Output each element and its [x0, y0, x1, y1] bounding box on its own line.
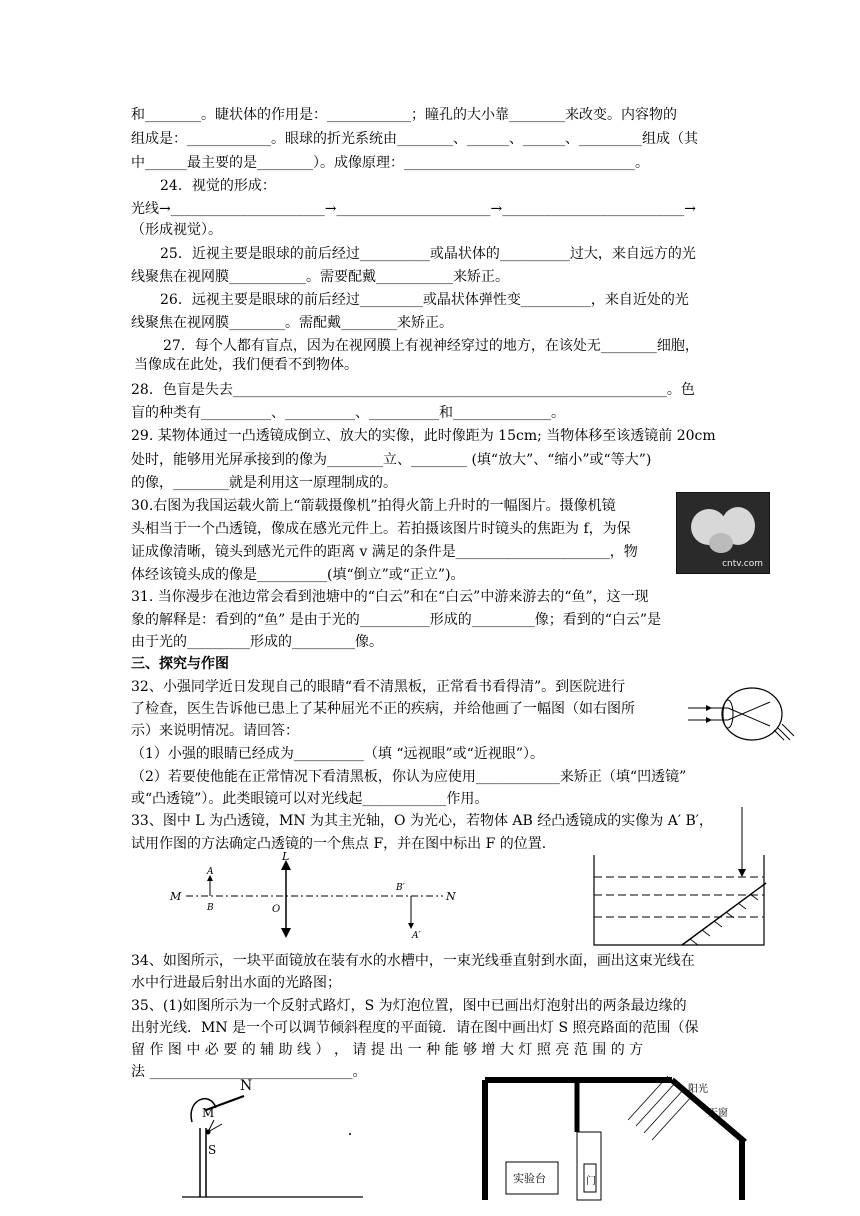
question-25: 25．近视主要是眼球的前后经过__________或晶状体的__________过大，来自远方的光 [160, 246, 696, 262]
label-M: M [202, 1106, 215, 1120]
label-bench: 实验台 [513, 1172, 546, 1185]
label-A-prime: A′ [412, 931, 421, 940]
label-N: N [446, 890, 456, 903]
section-heading: 三、探究与作图 [131, 656, 229, 672]
text-line: 了检查，医生告诉他已患上了某种屈光不正的疾病，并给他画了一幅图（如右图所 [131, 701, 635, 717]
text-line: 试用作图的方法确定凸透镜的一个焦点 F，并在图中标出 F 的位置. [131, 836, 547, 852]
skylight-room-diagram [480, 1072, 750, 1204]
label-M: M [170, 890, 182, 903]
question-27: 27．每个人都有盲点，因为在视网膜上有视神经穿过的地方，在该处无________细胞， [163, 338, 699, 354]
photo-watermark: cntv.com [722, 559, 763, 569]
label-N: N [240, 1078, 253, 1094]
text-line: 证成像清晰，镜头到感光元件的距离 v 满足的条件是______________________，物 [131, 544, 638, 560]
text-line: 出射光线．MN 是一个可以调节倾斜程度的平面镜．请在图中画出灯 S 照亮路面的范围（保 [131, 1020, 699, 1036]
text-line: （2）若要使他能在正常情况下看清黑板，你认为应使用____________来矫正（填“凹透镜” [131, 769, 687, 785]
label-A: A [207, 867, 214, 877]
label-L: L [282, 850, 290, 863]
text-line: 组成是：____________。眼球的折光系统由________、______、______、_________组成（其 [131, 131, 698, 147]
text-line: 线聚焦在视网膜________。需配戴________来矫正。 [131, 315, 453, 331]
text-line: （形成视觉）。 [131, 222, 222, 238]
label-B: B [207, 903, 214, 913]
text-line: 盲的种类有__________、__________、__________和______________。 [131, 405, 565, 421]
text-line: 处时，能够用光屏承接到的像为________立、________ (填“放大”、“缩小”或“等大”) [131, 452, 652, 468]
lens-diagram [168, 850, 468, 940]
water-tank-diagram [590, 805, 790, 950]
question-24: 24．视觉的形成： [160, 178, 276, 194]
question-32: 32、小强同学近日发现自己的眼睛“看不清黑板，正常看书看得清”。到医院进行 [131, 679, 626, 695]
text-line: 当像成在此处，我们便看不到物体。 [134, 357, 358, 373]
question-28: 28．色盲是失去______________________________________________________________。色 [131, 382, 695, 398]
text-line: 体经该镜头成的像是__________(填“倒立”或“正立”)。 [131, 567, 465, 583]
text-line: 头相当于一个凸透镜，像成在感光元件上。若拍摄该图片时镜头的焦距为 f，为保 [131, 521, 631, 537]
text-line: 或“凸透镜”）。此类眼镜可以对光线起____________作用。 [131, 791, 489, 807]
question-35: 35、(1)如图所示为一个反射式路灯，S 为灯泡位置，图中已画出灯泡射出的两条最边缘的 [131, 998, 687, 1014]
label-door: 门 [586, 1176, 596, 1187]
question-34: 34、如图所示，一块平面镜放在装有水的水槽中，一束光线垂直射到水面，画出这束光线在 [131, 953, 695, 969]
label-O: O [272, 904, 281, 915]
label-sunlight: 阳光 [688, 1084, 708, 1095]
rocket-photo [676, 492, 770, 574]
label-S: S [208, 1143, 217, 1157]
question-30: 30.右图为我国运载火箭上“箭载摄像机”拍得火箭上升时的一幅图片。摄像机镜 [131, 498, 616, 514]
text-line: 示）来说明情况。请回答： [131, 723, 299, 739]
text-line: 线聚焦在视网膜___________。需要配戴___________来矫正。 [131, 269, 509, 285]
eye-diagram [686, 682, 798, 746]
text-line: 中______最主要的是________）。成像原理：_________________________________。 [131, 155, 649, 171]
question-29: 29. 某物体通过一凸透镜成倒立、放大的实像，此时像距为 15cm; 当物体移至该透镜前 20cm [131, 428, 716, 444]
text-line: 的像，________就是利用这一原理制成的。 [131, 475, 397, 491]
text-line: 由于光的_________形成的_________像。 [131, 634, 383, 650]
text-line: 光线→______________________→______________________→__________________________→ [131, 201, 696, 217]
text-line: 象的解释是：看到的“鱼” 是由于光的__________形成的_________像；看到的“白云”是 [131, 612, 662, 628]
label-B-prime: B′ [396, 883, 405, 893]
text-line: （1）小强的眼睛已经成为__________（填 “远视眼”或“近视眼”）。 [131, 746, 544, 762]
text-line: 法 _____________________________。 [131, 1064, 367, 1080]
question-26: 26．远视主要是眼球的前后经过_________或晶状体弹性变__________，来自近处的光 [160, 292, 689, 308]
text-line: 留 作 图 中 必 要 的 辅 助 线 ） ， 请 提 出 一 种 能 够 增 大 灯 照 亮 范 围 的 方 [131, 1042, 644, 1058]
text-line: 水中行进最后射出水面的光路图； [131, 975, 341, 991]
text-line: 和________。睫状体的作用是：____________；瞳孔的大小靠________来改变。内容物的 [131, 107, 677, 123]
question-33: 33、图中 L 为凸透镜，MN 为其主光轴，O 为光心，若物体 AB 经凸透镜成的实像为 A′ B′， [131, 813, 713, 829]
street-lamp-diagram [178, 1072, 368, 1204]
question-31: 31. 当你漫步在池边常会看到池塘中的“白云”和在“白云”中游来游去的“鱼”，这一现 [131, 589, 649, 605]
label-skylight: 天窗 [708, 1108, 728, 1119]
